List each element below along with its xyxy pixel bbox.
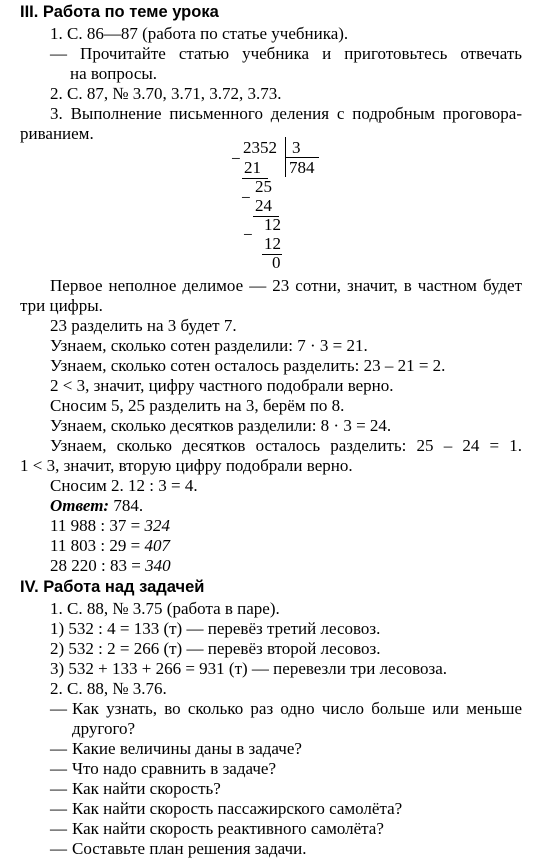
remainder-3: 0 [272, 253, 281, 272]
s4-line-3: 2) 532 : 2 = 266 (т) — перевёз второй лесовоз. [50, 639, 381, 658]
divisor: 3 [292, 138, 301, 157]
minus-sign-1: − [231, 149, 241, 168]
explain-line-7: Узнаем, сколько десятков разделили: 8 · 3 = 24. [50, 416, 392, 435]
s4-line-5: 2. С. 88, № 3.76. [50, 679, 167, 698]
example-1-result: 324 [144, 516, 170, 535]
question-1a: Как узнать, во сколько раз одно число больше или меньше [72, 699, 522, 718]
question-5: Как найти скорость пассажирского самолёта? [72, 799, 403, 818]
question-1-dash: — [50, 699, 67, 718]
question-6: Как найти скорость реактивного самолёта? [72, 819, 384, 838]
explain-line-9: Сносим 2. 12 : 3 = 4. [50, 476, 198, 495]
question-7-dash: — [50, 839, 67, 858]
minus-sign-2: − [241, 188, 251, 207]
s4-line-4: 3) 532 + 133 + 266 = 931 (т) — перевезли три лесовоза. [50, 659, 447, 678]
subtrahend-3: 12 [264, 234, 281, 253]
explain-line-4: Узнаем, сколько сотен осталось разделить: 23 – 21 = 2. [50, 356, 446, 375]
long-division [228, 137, 328, 272]
example-1 [50, 516, 170, 536]
example-2-expr: 11 803 : 29 = [50, 536, 145, 555]
question-4-dash: — [50, 779, 67, 798]
s3-line-2a: — Прочитайте статью учебника и приготовьтесь отвечать [50, 44, 522, 63]
subtrahend-1: 21 [244, 158, 261, 177]
example-2 [50, 536, 170, 556]
dividend: 2352 [243, 138, 277, 157]
explain-line-5: 2 < 3, значит, цифру частного подобрали верно. [50, 376, 394, 395]
remainder-1: 25 [255, 177, 272, 196]
subtrahend-2: 24 [255, 196, 272, 215]
answer-label: Ответ: [50, 496, 110, 515]
explain-line-8a: Узнаем, сколько десятков осталось разделить: 25 – 24 = 1. [50, 436, 522, 455]
question-5-dash: — [50, 799, 67, 818]
example-3 [50, 556, 171, 576]
answer-value: 784. [109, 496, 144, 515]
question-3: Что надо сравнить в задаче? [72, 759, 276, 778]
explain-line-1b: три цифры. [20, 296, 103, 315]
explain-line-8b: 1 < 3, значит, вторую цифру подобрали верно. [20, 456, 353, 475]
example-3-expr: 28 220 : 83 = [50, 556, 146, 575]
remainder-2: 12 [264, 215, 281, 234]
s4-line-1: 1. С. 88, № 3.75 (работа в паре). [50, 599, 280, 618]
quotient: 784 [289, 158, 315, 177]
example-1-expr: 11 988 : 37 = [50, 516, 145, 535]
explain-line-1a: Первое неполное делимое — 23 сотни, значит, в частном будет [50, 276, 522, 295]
s3-line-4a: 3. Выполнение письменного деления с подробным проговора- [50, 104, 522, 123]
section-4-title: IV. Работа над задачей [20, 578, 205, 596]
question-4: Как найти скорость? [72, 779, 221, 798]
s3-line-1: 1. С. 86—87 (работа по статье учебника). [50, 24, 349, 43]
example-3-result: 340 [145, 556, 171, 575]
example-2-result: 407 [144, 536, 170, 555]
section-3-title: III. Работа по теме урока [20, 3, 219, 21]
explain-line-3: Узнаем, сколько сотен разделили: 7 · 3 = 21. [50, 336, 368, 355]
s4-line-2: 1) 532 : 4 = 133 (т) — перевёз третий лесовоз. [50, 619, 381, 638]
question-2-dash: — [50, 739, 67, 758]
question-2: Какие величины даны в задаче? [72, 739, 302, 758]
s3-line-2b: на вопросы. [70, 64, 158, 83]
minus-sign-3: − [243, 225, 253, 244]
question-7: Составьте план решения задачи. [72, 839, 307, 858]
answer-line [50, 496, 143, 516]
explain-line-2: 23 разделить на 3 будет 7. [50, 316, 237, 335]
s3-line-3: 2. С. 87, № 3.70, 3.71, 3.72, 3.73. [50, 84, 282, 103]
s3-line-4b: риванием. [20, 124, 94, 143]
question-3-dash: — [50, 759, 67, 778]
explain-line-6: Сносим 5, 25 разделить на 3, берём по 8. [50, 396, 345, 415]
question-1b: другого? [72, 719, 136, 738]
question-6-dash: — [50, 819, 67, 838]
